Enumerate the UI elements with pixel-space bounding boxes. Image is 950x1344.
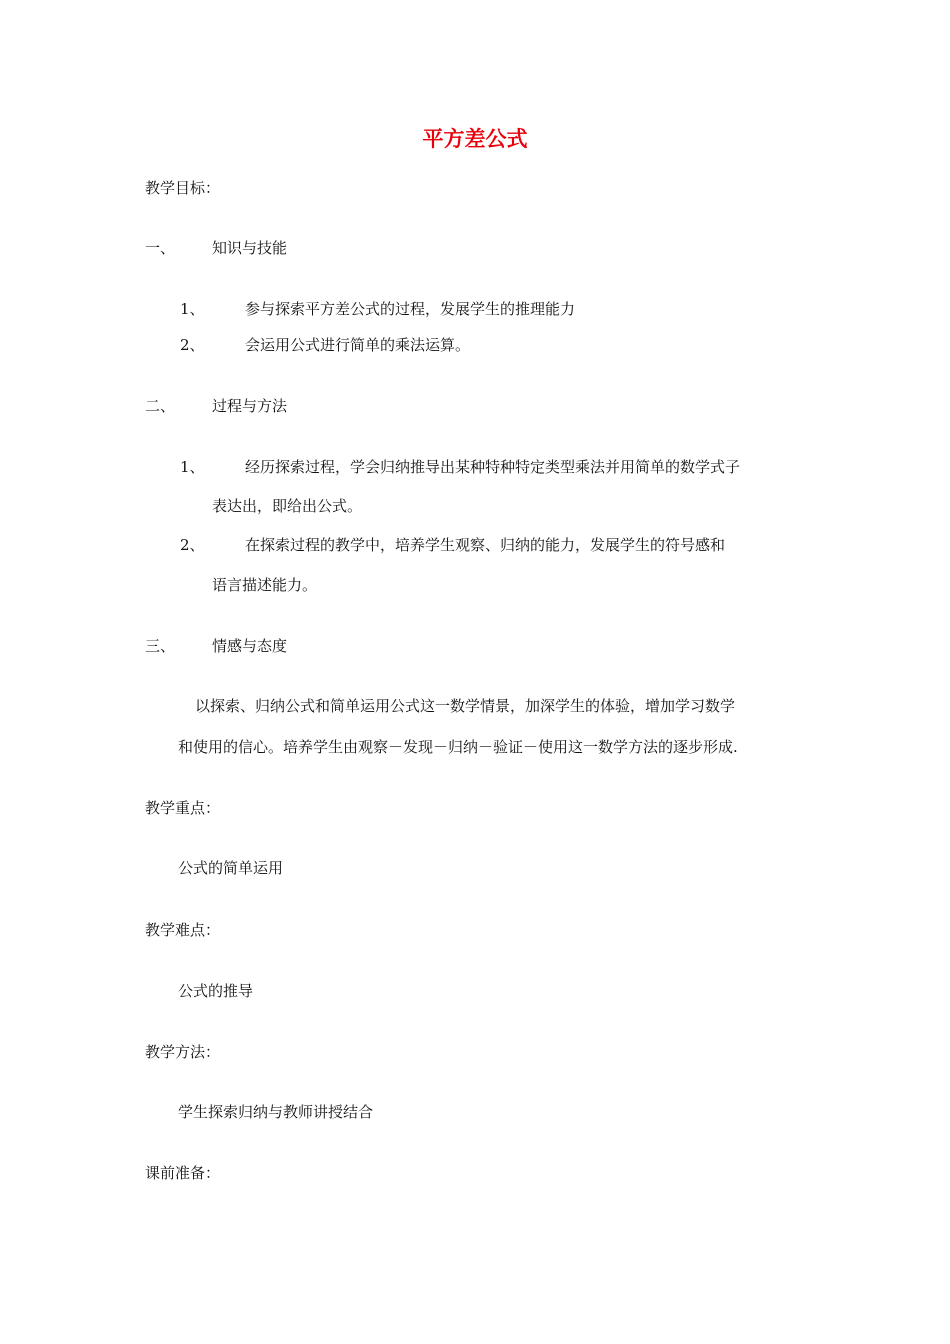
difficulty-heading: 教学难点： <box>145 921 221 939</box>
section1-item2-text: 会运用公式进行简单的乘法运算。 <box>245 336 471 354</box>
key-point-heading: 教学重点： <box>145 799 221 817</box>
section1-item1-text: 参与探索平方差公式的过程，发展学生的推理能力 <box>245 300 576 318</box>
section2-item2-number: 2、 <box>180 536 205 554</box>
section2-item1-line2: 表达出，即给出公式。 <box>212 497 363 515</box>
section2-item2-line1: 在探索过程的教学中，培养学生观察、归纳的能力，发展学生的符号感和 <box>245 536 726 554</box>
section2-item1-number: 1、 <box>180 458 205 476</box>
section1-number: 一、 <box>145 239 176 257</box>
document-title: 平方差公式 <box>422 127 528 151</box>
section2-item2-line2: 语言描述能力。 <box>212 576 318 594</box>
objectives-heading: 教学目标： <box>145 179 221 197</box>
section2-item1-line1: 经历探索过程，学会归纳推导出某种特种特定类型乘法并用简单的数学式子 <box>245 458 741 476</box>
section3-heading: 情感与态度 <box>212 637 288 655</box>
key-point-text: 公式的简单运用 <box>178 859 284 877</box>
section3-line1: 以探索、归纳公式和简单运用公式这一数学情景，加深学生的体验，增加学习数学 <box>195 697 736 715</box>
section3-number: 三、 <box>145 637 176 655</box>
method-heading: 教学方法： <box>145 1043 221 1061</box>
section2-number: 二、 <box>145 397 176 415</box>
section1-heading: 知识与技能 <box>212 239 288 257</box>
section1-item2-number: 2、 <box>180 336 205 354</box>
section1-item1-number: 1、 <box>180 300 205 318</box>
method-text: 学生探索归纳与教师讲授结合 <box>178 1103 374 1121</box>
difficulty-text: 公式的推导 <box>178 982 254 1000</box>
section2-heading: 过程与方法 <box>212 397 288 415</box>
preparation-heading: 课前准备： <box>145 1164 221 1182</box>
section3-line2: 和使用的信心。培养学生由观察－发现－归纳－验证－使用这一数学方法的逐步形成. <box>178 738 738 756</box>
